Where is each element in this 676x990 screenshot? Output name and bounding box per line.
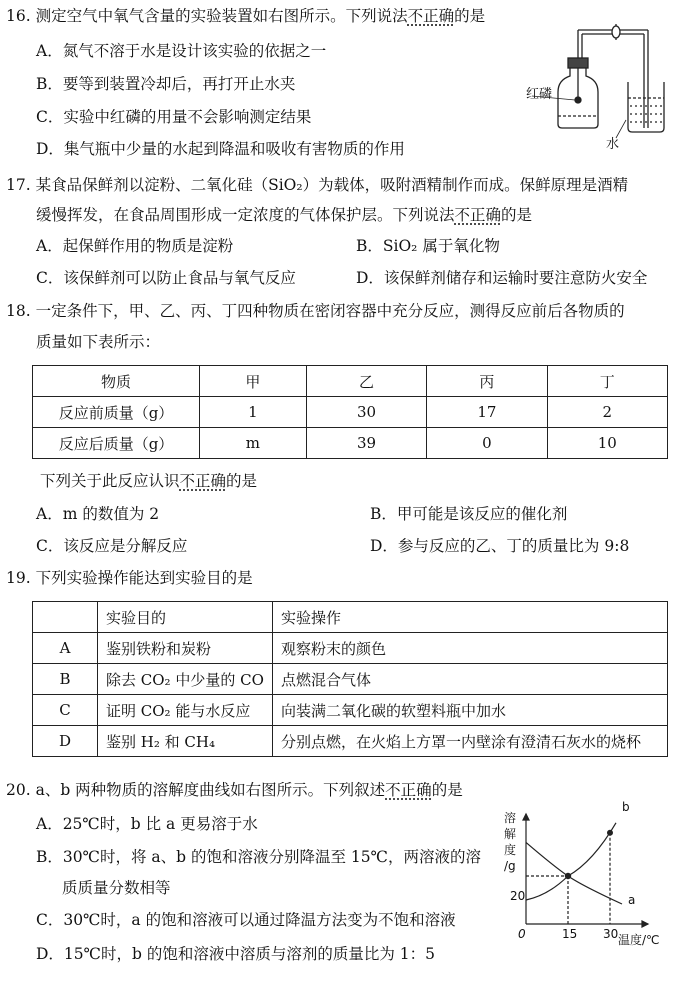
q18-option-d[interactable]: D．参与反应的乙、丁的质量比为 9:8 bbox=[370, 537, 630, 555]
q16-label-phosphorus: 红磷 bbox=[526, 87, 553, 102]
q17-stem-line1: 17. 某食品保鲜剂以淀粉、二氧化硅（SiO₂）为载体，吸附酒精制作而成。保鲜原理是酒精 bbox=[6, 176, 629, 194]
q17-option-c[interactable]: C．该保鲜剂可以防止食品与氧气反应 bbox=[36, 269, 296, 287]
table-cell: 反应后质量（g） bbox=[33, 428, 200, 459]
q20-option-c[interactable]: C．30℃时，a 的饱和溶液可以通过降温方法变为不饱和溶液 bbox=[36, 911, 456, 929]
table-cell: 向装满二氧化碳的软塑料瓶中加水 bbox=[273, 695, 668, 726]
q16-option-a[interactable]: A．氮气不溶于水是设计该实验的依据之一 bbox=[36, 42, 327, 60]
table-cell: D bbox=[33, 726, 98, 757]
q17-stem-line2: 缓慢挥发，在食品周围形成一定浓度的气体保护层。下列说法不正确的是 bbox=[36, 206, 533, 224]
chart-y-tick-label: 20 bbox=[510, 889, 526, 903]
q16-option-c[interactable]: C．实验中红磷的用量不会影响测定结果 bbox=[36, 108, 312, 126]
q18-option-c[interactable]: C．该反应是分解反应 bbox=[36, 537, 188, 555]
q16-option-b[interactable]: B．要等到装置冷却后，再打开止水夹 bbox=[36, 75, 296, 93]
q16-apparatus-figure bbox=[520, 20, 670, 155]
q16-option-d[interactable]: D．集气瓶中少量的水起到降温和吸收有害物质的作用 bbox=[36, 140, 405, 158]
chart-label-b: b bbox=[622, 799, 630, 814]
q18-ask: 下列关于此反应认识不正确的是 bbox=[40, 472, 258, 490]
table-cell: 鉴别 H₂ 和 CH₄ bbox=[98, 726, 273, 757]
q19-experiment-table bbox=[32, 601, 668, 757]
q16-label-water: 水 bbox=[606, 137, 620, 152]
table-cell: 鉴别铁粉和炭粉 bbox=[98, 633, 273, 664]
table-cell: A bbox=[33, 633, 98, 664]
q20-option-d[interactable]: D．15℃时，b 的饱和溶液中溶质与溶剂的质量比为 1：5 bbox=[36, 945, 435, 963]
q20-solubility-chart bbox=[498, 799, 670, 958]
q20-option-b[interactable]: B．30℃时，将 a、b 的饱和溶液分别降温至 15℃，两溶液的溶 bbox=[36, 848, 481, 866]
q18-option-b[interactable]: B．甲可能是该反应的催化剂 bbox=[370, 505, 568, 523]
table-cell: 证明 CO₂ 能与水反应 bbox=[98, 695, 273, 726]
table-header-cell: 实验操作 bbox=[273, 602, 668, 633]
q18-stem-line1: 18. 一定条件下，甲、乙、丙、丁四种物质在密闭容器中充分反应，测得反应前后各物质的 bbox=[6, 302, 625, 320]
table-row bbox=[33, 695, 668, 726]
table-cell: 1 bbox=[200, 397, 307, 428]
table-header-cell bbox=[33, 602, 98, 633]
chart-ylabel-char: /g bbox=[504, 859, 516, 873]
q18-stem-line2: 质量如下表所示： bbox=[36, 333, 161, 351]
table-cell: m bbox=[200, 428, 307, 459]
table-header-cell: 物质 bbox=[33, 366, 200, 397]
table-cell: 反应前质量（g） bbox=[33, 397, 200, 428]
table-row bbox=[33, 397, 668, 428]
chart-x-tick-label: 15 bbox=[562, 927, 578, 941]
table-cell: 30 bbox=[306, 397, 426, 428]
table-row bbox=[33, 633, 668, 664]
q17-option-a[interactable]: A．起保鲜作用的物质是淀粉 bbox=[36, 237, 234, 255]
table-header-cell: 乙 bbox=[306, 366, 426, 397]
chart-label-a: a bbox=[628, 893, 636, 907]
table-row bbox=[33, 726, 668, 757]
q18-option-a[interactable]: A．m 的数值为 2 bbox=[36, 505, 160, 523]
q19-stem: 19. 下列实验操作能达到实验目的是 bbox=[6, 569, 253, 587]
q20-stem: 20. a、b 两种物质的溶解度曲线如右图所示。下列叙述不正确的是 bbox=[6, 781, 463, 799]
chart-x-arrow bbox=[642, 921, 648, 927]
chart-intersection-point bbox=[565, 873, 570, 878]
table-cell: 2 bbox=[547, 397, 667, 428]
table-header-row bbox=[33, 366, 668, 397]
table-cell: 39 bbox=[306, 428, 426, 459]
q16-stem: 16. 测定空气中氧气含量的实验装置如右图所示。下列说法不正确的是 bbox=[6, 7, 486, 25]
table-cell: 点燃混合气体 bbox=[273, 664, 668, 695]
chart-ylabel-char: 解 bbox=[504, 827, 517, 841]
q17-option-b[interactable]: B．SiO₂ 属于氧化物 bbox=[356, 237, 500, 255]
chart-ylabel-char: 溶 bbox=[504, 811, 517, 825]
table-header-cell: 丙 bbox=[427, 366, 547, 397]
table-cell: 除去 CO₂ 中少量的 CO bbox=[98, 664, 273, 695]
table-row bbox=[33, 664, 668, 695]
table-header-row bbox=[33, 602, 668, 633]
table-cell: 分别点燃，在火焰上方罩一内壁涂有澄清石灰水的烧杯 bbox=[273, 726, 668, 757]
chart-origin-label: 0 bbox=[518, 927, 526, 941]
chart-xlabel: 温度/℃ bbox=[618, 933, 660, 947]
chart-point-b-30 bbox=[608, 830, 613, 835]
table-cell: C bbox=[33, 695, 98, 726]
q20-option-a[interactable]: A．25℃时，b 比 a 更易溶于水 bbox=[36, 815, 258, 833]
chart-x-tick-label: 30 bbox=[603, 927, 619, 941]
q17-option-d[interactable]: D．该保鲜剂储存和运输时要注意防火安全 bbox=[356, 269, 648, 287]
table-row bbox=[33, 428, 668, 459]
table-cell: B bbox=[33, 664, 98, 695]
table-cell: 17 bbox=[427, 397, 547, 428]
table-cell: 0 bbox=[427, 428, 547, 459]
table-header-cell: 丁 bbox=[547, 366, 667, 397]
table-header-cell: 甲 bbox=[200, 366, 307, 397]
chart-ylabel-char: 度 bbox=[504, 843, 517, 857]
table-cell: 观察粉末的颜色 bbox=[273, 633, 668, 664]
q18-mass-table bbox=[32, 365, 668, 459]
chart-y-arrow bbox=[523, 814, 529, 820]
table-header-cell: 实验目的 bbox=[98, 602, 273, 633]
q20-option-b-cont: 质质量分数相等 bbox=[62, 879, 171, 897]
table-cell: 10 bbox=[547, 428, 667, 459]
chart-series-b bbox=[526, 823, 616, 900]
